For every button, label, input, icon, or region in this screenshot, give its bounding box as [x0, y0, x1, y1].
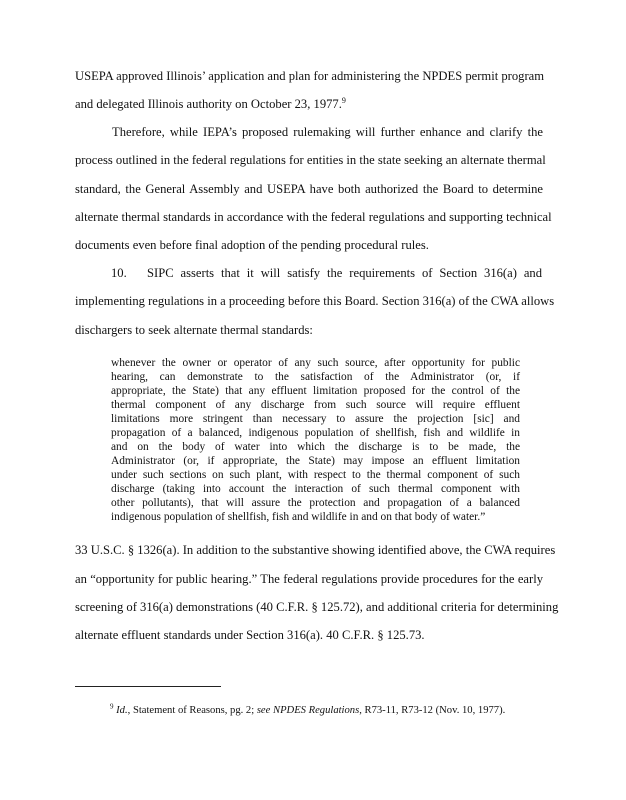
footnote-reference: 9: [341, 95, 346, 105]
footnote-marker: 9: [110, 702, 114, 711]
quote-line-8: Administrator (or, if appropriate, the State) may impose an effluent limitation: [111, 455, 520, 467]
quote-line-7: and on the body of water into which the discharge is to be made, the: [111, 441, 520, 453]
quote-line-12: indigenous population of shellfish, fish and wildlife in and on that body of water.”: [111, 511, 486, 523]
paragraph-2-line-3: standard, the General Assembly and USEPA have both authorized the Board to determine: [75, 182, 543, 196]
paragraph-1-line-2-text: and delegated Illinois authority on October 23, 1977.: [75, 97, 342, 111]
paragraph-3-line-2: implementing regulations in a proceeding before this Board. Section 316(a) of the CWA allows: [75, 294, 555, 308]
footnote-middle: , Statement of Reasons, pg. 2;: [127, 705, 257, 716]
quote-line-6: propagation of a balanced, indigenous population of shellfish, fish and wildlife in: [111, 427, 520, 439]
paragraph-3-line-3: dischargers to seek alternate thermal standards:: [75, 323, 313, 337]
paragraph-2-line-5: documents even before final adoption of the pending procedural rules.: [75, 238, 429, 252]
quote-line-9: under such sections on such plant, with respect to the thermal component of such: [111, 469, 520, 481]
quote-line-4: thermal component of any discharge from such source will require effluent: [111, 399, 520, 411]
footnote-suffix: , R73-11, R73-12 (Nov. 10, 1977).: [359, 705, 506, 716]
quote-line-3: appropriate, the State) that any effluent limitation proposed for the control of the: [111, 385, 520, 397]
paragraph-number: 10.: [111, 266, 127, 280]
paragraph-3-line-1-text: SIPC asserts that it will satisfy the requirements of Section 316(a) and: [147, 266, 542, 280]
footnote-see: see: [256, 705, 271, 716]
footnote-separator: [75, 686, 221, 687]
paragraph-2-line-1: Therefore, while IEPA’s proposed rulemaking will further enhance and clarify the: [112, 125, 543, 139]
footnote-title: NPDES Regulations: [273, 705, 360, 716]
paragraph-3-line-1: [111, 265, 542, 281]
quote-line-2: hearing, can demonstrate to the satisfaction of the Administrator (or, if: [111, 371, 520, 383]
paragraph-1-line-2: [75, 96, 543, 112]
quote-line-5: limitations more stringent than necessary to assure the projection [sic] and: [111, 413, 520, 425]
paragraph-1-line-1: USEPA approved Illinois’ application and plan for administering the NPDES permit program: [75, 69, 545, 83]
paragraph-4-line-1: 33 U.S.C. § 1326(a). In addition to the substantive showing identified above, the CWA requires: [75, 543, 556, 557]
paragraph-4-line-3: screening of 316(a) demonstrations (40 C.F.R. § 125.72), and additional criteria for determining: [75, 600, 559, 614]
paragraph-4-line-4: alternate effluent standards under Section 316(a). 40 C.F.R. § 125.73.: [75, 628, 425, 642]
quote-line-10: discharge (taking into account the interaction of such thermal component with: [111, 483, 520, 495]
quote-line-11: other pollutants), that will assure the protection and propagation of a balanced: [111, 497, 520, 509]
paragraph-4-line-2: an “opportunity for public hearing.” The federal regulations provide procedures for the early: [75, 572, 543, 586]
quote-line-1: whenever the owner or operator of any such source, after opportunity for public: [111, 357, 520, 369]
paragraph-2-line-2: process outlined in the federal regulations for entities in the state seeking an alternate thermal: [75, 153, 546, 167]
footnote: [110, 704, 540, 718]
paragraph-2-line-4: alternate thermal standards in accordance with the federal regulations and supporting technical: [75, 210, 552, 224]
footnote-id: Id.: [116, 705, 128, 716]
